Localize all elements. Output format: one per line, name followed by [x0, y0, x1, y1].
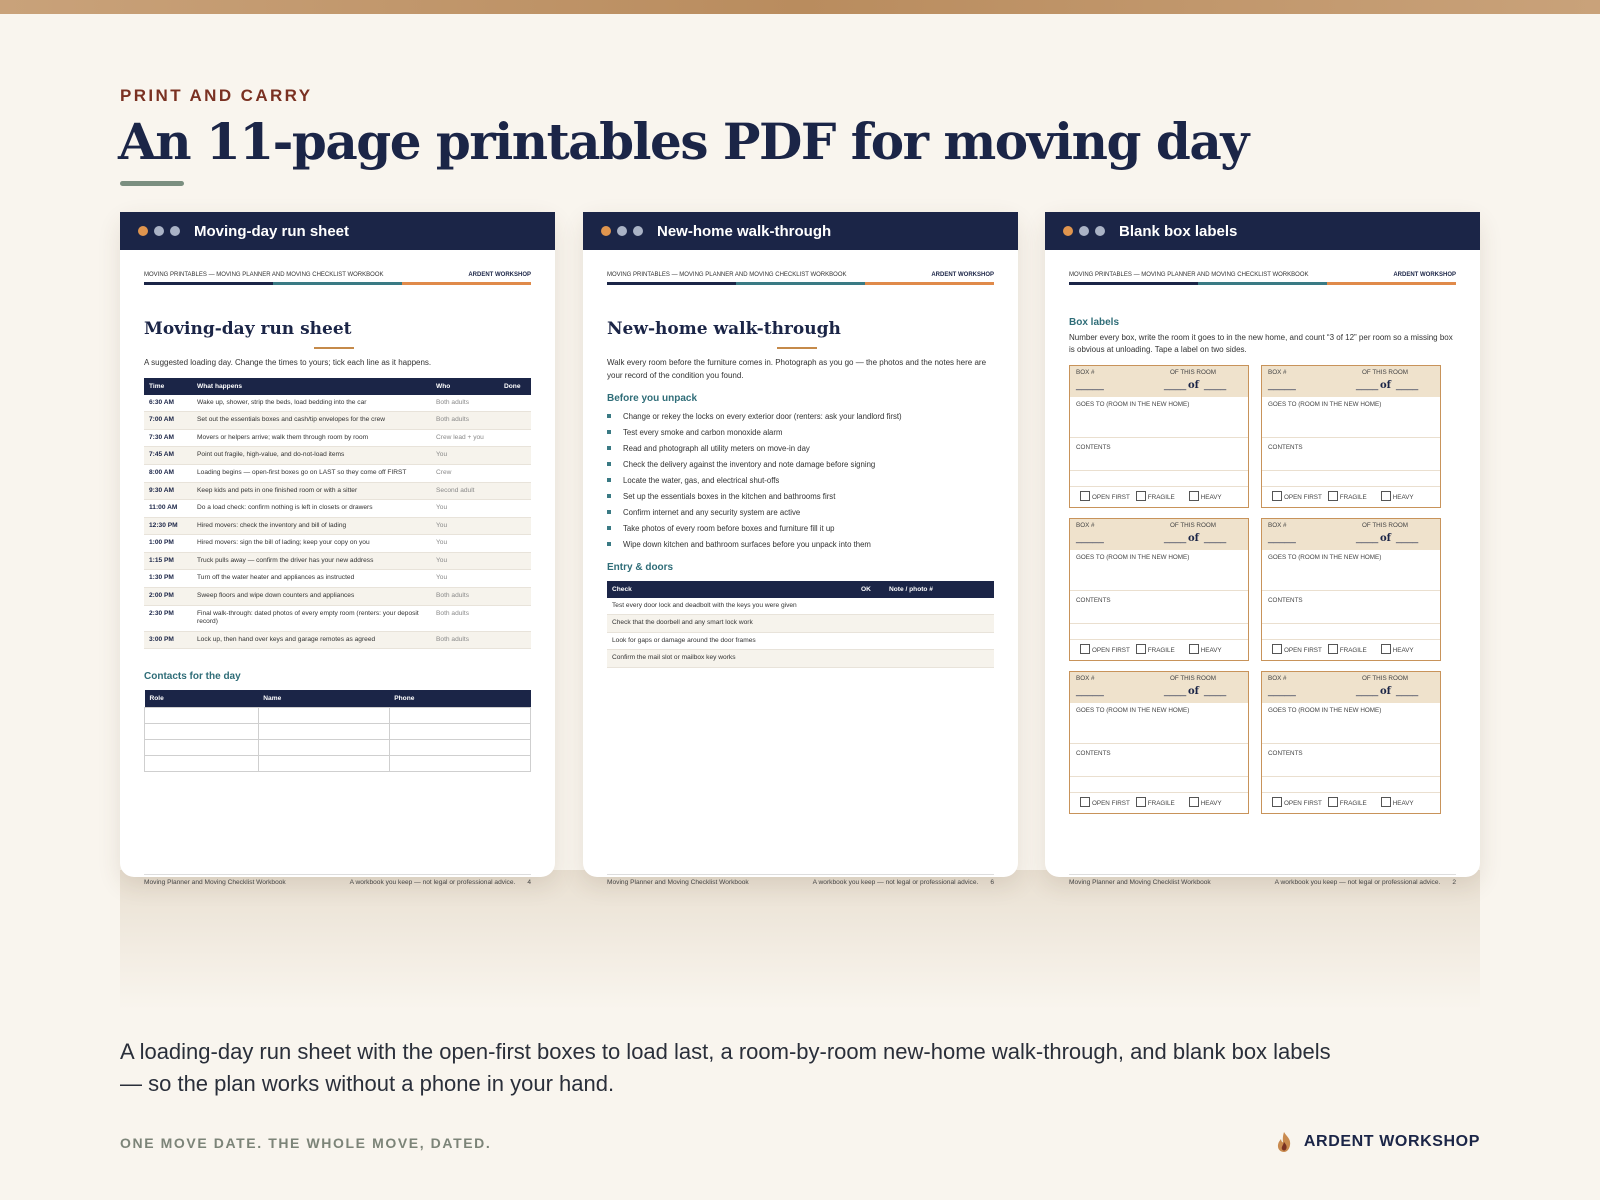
blank: _____ — [1076, 379, 1104, 391]
doc-title-underline — [777, 347, 817, 349]
task-cell: Final walk-through: dated photos of every empty room (renters: your deposit record) — [192, 605, 431, 631]
label-checkboxes — [1272, 491, 1414, 501]
doc-intro: A suggested loading day. Change the times to yours; tick each line as it happens. — [144, 358, 432, 367]
blank: ____ — [1396, 685, 1419, 697]
list-item: Locate the water, gas, and electrical shut-offs — [607, 472, 994, 488]
column-header: Done — [499, 378, 531, 395]
table-row — [144, 535, 531, 553]
caption: A loading-day run sheet with the open-first boxes to load last, a room-by-room new-home walk-through, and blank box labels — so the plan works without a phone in your hand. — [120, 1039, 1331, 1096]
box-count-blanks — [1268, 379, 1419, 391]
table-row — [145, 724, 531, 740]
done-cell[interactable] — [499, 447, 531, 465]
flame-icon — [1274, 1131, 1294, 1153]
section-heading-before-unpack: Before you unpack — [607, 392, 698, 404]
open-first-checkbox[interactable]: OPEN FIRST — [1272, 797, 1322, 807]
blank: _____ — [1076, 685, 1104, 697]
footer-left: Moving Planner and Moving Checklist Workbook — [1069, 879, 1211, 886]
running-head-brand: ARDENT WORKSHOP — [468, 272, 531, 278]
doc-title: New-home walk-through — [607, 319, 841, 339]
writing-line — [1070, 486, 1248, 487]
window-titlebar — [1045, 212, 1480, 250]
contents-label: CONTENTS — [1076, 596, 1111, 604]
box-number-label: BOX # — [1268, 368, 1287, 376]
running-head — [1069, 250, 1456, 278]
box-label-header — [1070, 366, 1248, 397]
check-cell: Look for gaps or damage around the door frames — [607, 632, 856, 650]
contents-label: CONTENTS — [1076, 749, 1111, 757]
walk-through-window[interactable] — [583, 212, 1018, 886]
done-cell[interactable] — [499, 631, 531, 649]
box-count-blanks — [1076, 532, 1227, 544]
box-number-label: BOX # — [1076, 368, 1095, 376]
note-cell[interactable] — [884, 598, 994, 615]
task-cell: Keep kids and pets in one finished room or with a sitter — [192, 482, 431, 500]
running-head-text: MOVING PRINTABLES — MOVING PLANNER AND MOVING CHECKLIST WORKBOOK — [1069, 272, 1309, 278]
of-room-label: OF THIS ROOM — [1361, 368, 1408, 376]
task-cell: Wake up, shower, strip the beds, load bedding into the car — [192, 395, 431, 412]
of-word: of — [1188, 532, 1199, 544]
writing-line — [1070, 792, 1248, 793]
who-cell: You — [431, 517, 499, 535]
footer-left: Moving Planner and Moving Checklist Workbook — [607, 879, 749, 886]
running-head — [144, 250, 531, 278]
preview-shadow — [120, 870, 1480, 1010]
tagline: ONE MOVE DATE. THE WHOLE MOVE, DATED. — [120, 1135, 492, 1151]
label-checkboxes — [1080, 491, 1222, 501]
running-head-colorbar — [1069, 282, 1456, 285]
running-head — [607, 250, 994, 278]
column-header: What happens — [192, 378, 431, 395]
table-row — [144, 482, 531, 500]
check-cell: Test every door lock and deadbolt with the keys you were given — [607, 598, 856, 615]
task-cell: Point out fragile, high-value, and do-not-load items — [192, 447, 431, 465]
who-cell: You — [431, 552, 499, 570]
of-word: of — [1380, 379, 1391, 391]
goes-to-label: GOES TO (ROOM IN THE NEW HOME) — [1268, 553, 1382, 561]
box-label — [1261, 518, 1441, 661]
task-cell: Truck pulls away — confirm the driver has your new address — [192, 552, 431, 570]
box-number-label: BOX # — [1076, 521, 1095, 529]
box-label — [1069, 365, 1249, 508]
brand — [1274, 1131, 1480, 1153]
blank: ____ — [1164, 532, 1187, 544]
column-header: Who — [431, 378, 499, 395]
column-header: OK — [856, 581, 884, 598]
column-header: Check — [607, 581, 856, 598]
top-accent-bar — [0, 0, 1600, 14]
table-row — [607, 632, 994, 650]
table-row — [144, 587, 531, 605]
window-dot-grey — [154, 226, 164, 236]
box-number-label: BOX # — [1268, 674, 1287, 682]
doc-intro: Walk every room before the furniture comes in. Photograph as you go — the photos and the notes here are your record of the condition you found. — [607, 358, 987, 380]
fragile-checkbox[interactable]: FRAGILE — [1328, 491, 1367, 501]
box-label — [1261, 365, 1441, 508]
table-row — [607, 615, 994, 633]
blank: ____ — [1204, 379, 1227, 391]
task-cell: Loading begins — open-first boxes go on LAST so they come off FIRST — [192, 465, 431, 483]
table-row — [144, 605, 531, 631]
window-dot-grey — [1079, 226, 1089, 236]
column-header: Role — [145, 690, 259, 708]
window-dot-orange — [601, 226, 611, 236]
blank: ____ — [1356, 532, 1379, 544]
note-cell[interactable] — [884, 632, 994, 650]
column-header: Note / photo # — [884, 581, 994, 598]
table-row — [607, 598, 994, 615]
writing-line — [1262, 792, 1440, 793]
window-title: Moving-day run sheet — [194, 222, 350, 240]
time-cell: 1:15 PM — [144, 552, 192, 570]
label-checkboxes — [1272, 644, 1414, 654]
time-cell: 7:30 AM — [144, 429, 192, 447]
contacts-table — [144, 690, 531, 772]
table-row — [144, 429, 531, 447]
of-word: of — [1188, 685, 1199, 697]
heavy-checkbox[interactable]: HEAVY — [1189, 491, 1222, 501]
who-cell: Both adults — [431, 587, 499, 605]
column-header: Time — [144, 378, 192, 395]
window-title: Blank box labels — [1119, 222, 1238, 240]
blank: _____ — [1268, 685, 1296, 697]
blank: ____ — [1204, 685, 1227, 697]
box-count-blanks — [1268, 685, 1419, 697]
task-cell: Movers or helpers arrive; walk them through room by room — [192, 429, 431, 447]
goes-to-label: GOES TO (ROOM IN THE NEW HOME) — [1268, 400, 1382, 408]
page-footer — [144, 874, 531, 886]
writing-line — [1070, 776, 1248, 777]
writing-line — [1070, 437, 1248, 438]
time-cell: 1:30 PM — [144, 570, 192, 588]
table-row — [144, 517, 531, 535]
writing-line — [1262, 486, 1440, 487]
box-label — [1069, 518, 1249, 661]
who-cell: You — [431, 447, 499, 465]
box-label-header — [1262, 366, 1440, 397]
list-item: Test every smoke and carbon monoxide alarm — [607, 424, 994, 440]
check-cell: Confirm the mail slot or mailbox key works — [607, 650, 856, 668]
writing-line — [1262, 470, 1440, 471]
contents-label: CONTENTS — [1076, 443, 1111, 451]
of-room-label: OF THIS ROOM — [1361, 674, 1408, 682]
list-item: Check the delivery against the inventory and note damage before signing — [607, 456, 994, 472]
task-cell: Hired movers: sign the bill of lading; keep your copy on you — [192, 535, 431, 553]
label-checkboxes — [1272, 797, 1414, 807]
footer-left: Moving Planner and Moving Checklist Workbook — [144, 879, 286, 886]
blank: ____ — [1396, 379, 1419, 391]
fragile-checkbox[interactable]: FRAGILE — [1328, 797, 1367, 807]
who-cell: Both adults — [431, 395, 499, 412]
page-footer — [607, 874, 994, 886]
blank: ____ — [1396, 532, 1419, 544]
who-cell: Crew lead + you — [431, 429, 499, 447]
list-item: Wipe down kitchen and bathroom surfaces before you unpack into them — [607, 536, 994, 552]
of-word: of — [1188, 379, 1199, 391]
writing-line — [1262, 623, 1440, 624]
open-first-checkbox[interactable]: OPEN FIRST — [1080, 644, 1130, 654]
box-label-header — [1262, 519, 1440, 550]
of-room-label: OF THIS ROOM — [1361, 521, 1408, 529]
time-cell: 12:30 PM — [144, 517, 192, 535]
table-row — [144, 447, 531, 465]
note-cell[interactable] — [884, 650, 994, 668]
page-footer — [1069, 874, 1456, 886]
table-row — [144, 631, 531, 649]
brand-name: ARDENT WORKSHOP — [1303, 1133, 1480, 1150]
heavy-checkbox[interactable]: HEAVY — [1189, 644, 1222, 654]
window-title: New-home walk-through — [657, 222, 832, 240]
entry-doors-table — [607, 581, 994, 668]
list-item: Confirm internet and any security system are active — [607, 504, 994, 520]
blank: _____ — [1268, 532, 1296, 544]
done-cell[interactable] — [499, 605, 531, 631]
window-titlebar — [120, 212, 555, 250]
who-cell: Both adults — [431, 605, 499, 631]
box-labels-heading: Box labels — [1069, 317, 1120, 328]
done-cell[interactable] — [499, 482, 531, 500]
running-head-brand: ARDENT WORKSHOP — [931, 272, 994, 278]
running-head-colorbar — [607, 282, 994, 285]
run-sheet-table — [144, 378, 531, 649]
footer-note: A workbook you keep — not legal or professional advice. — [812, 879, 979, 886]
heavy-checkbox[interactable]: HEAVY — [1189, 797, 1222, 807]
window-dot-grey — [170, 226, 180, 236]
task-cell: Hired movers: check the inventory and bill of lading — [192, 517, 431, 535]
running-head-colorbar — [144, 282, 531, 285]
time-cell: 7:45 AM — [144, 447, 192, 465]
list-item: Read and photograph all utility meters on move-in day — [607, 440, 994, 456]
blank: _____ — [1076, 532, 1104, 544]
goes-to-label: GOES TO (ROOM IN THE NEW HOME) — [1076, 706, 1190, 714]
ok-cell[interactable] — [856, 650, 884, 668]
time-cell: 8:00 AM — [144, 465, 192, 483]
eyebrow-label: PRINT AND CARRY — [120, 86, 313, 105]
done-cell[interactable] — [499, 500, 531, 518]
done-cell[interactable] — [499, 465, 531, 483]
box-number-label: BOX # — [1268, 521, 1287, 529]
done-cell[interactable] — [499, 552, 531, 570]
box-labels-window[interactable] — [1045, 212, 1480, 886]
box-label-header — [1262, 672, 1440, 703]
of-room-label: OF THIS ROOM — [1169, 674, 1216, 682]
running-head-brand: ARDENT WORKSHOP — [1393, 272, 1456, 278]
box-count-blanks — [1076, 685, 1227, 697]
footer-note: A workbook you keep — not legal or professional advice. — [1274, 879, 1441, 886]
task-cell: Turn off the water heater and appliances as instructed — [192, 570, 431, 588]
open-first-checkbox[interactable]: OPEN FIRST — [1272, 491, 1322, 501]
label-checkboxes — [1080, 797, 1222, 807]
fragile-checkbox[interactable]: FRAGILE — [1136, 491, 1175, 501]
time-cell: 6:30 AM — [144, 395, 192, 412]
goes-to-label: GOES TO (ROOM IN THE NEW HOME) — [1076, 400, 1190, 408]
table-row — [144, 412, 531, 430]
of-word: of — [1380, 532, 1391, 544]
time-cell: 2:30 PM — [144, 605, 192, 631]
done-cell[interactable] — [499, 429, 531, 447]
window-dot-orange — [1063, 226, 1073, 236]
ok-cell[interactable] — [856, 615, 884, 633]
ok-cell[interactable] — [856, 632, 884, 650]
page-number: 4 — [527, 879, 531, 886]
blank: _____ — [1268, 379, 1296, 391]
heavy-checkbox[interactable]: HEAVY — [1381, 644, 1414, 654]
writing-line — [1262, 590, 1440, 591]
time-cell: 2:00 PM — [144, 587, 192, 605]
open-first-checkbox[interactable]: OPEN FIRST — [1272, 644, 1322, 654]
task-cell: Set out the essentials boxes and cash/tip envelopes for the crew — [192, 412, 431, 430]
fragile-checkbox[interactable]: FRAGILE — [1136, 644, 1175, 654]
task-cell: Lock up, then hand over keys and garage remotes as agreed — [192, 631, 431, 649]
box-count-blanks — [1076, 379, 1227, 391]
done-cell[interactable] — [499, 412, 531, 430]
writing-line — [1070, 623, 1248, 624]
box-label-header — [1070, 519, 1248, 550]
goes-to-label: GOES TO (ROOM IN THE NEW HOME) — [1076, 553, 1190, 561]
window-dot-grey — [633, 226, 643, 236]
open-first-checkbox[interactable]: OPEN FIRST — [1080, 491, 1130, 501]
time-cell: 11:00 AM — [144, 500, 192, 518]
who-cell: Second adult — [431, 482, 499, 500]
page-number: 2 — [1452, 879, 1456, 886]
writing-line — [1070, 470, 1248, 471]
of-room-label: OF THIS ROOM — [1169, 521, 1216, 529]
blank: ____ — [1204, 532, 1227, 544]
heavy-checkbox[interactable]: HEAVY — [1381, 797, 1414, 807]
open-first-checkbox[interactable]: OPEN FIRST — [1080, 797, 1130, 807]
box-label — [1261, 671, 1441, 814]
writing-line — [1262, 437, 1440, 438]
window-titlebar — [583, 212, 1018, 250]
done-cell[interactable] — [499, 587, 531, 605]
contents-label: CONTENTS — [1268, 596, 1303, 604]
window-dot-orange — [138, 226, 148, 236]
blank: ____ — [1164, 379, 1187, 391]
writing-line — [1262, 639, 1440, 640]
running-head-text: MOVING PRINTABLES — MOVING PLANNER AND MOVING CHECKLIST WORKBOOK — [144, 272, 384, 278]
window-dot-grey — [617, 226, 627, 236]
doc-title: Moving-day run sheet — [144, 319, 352, 339]
contents-label: CONTENTS — [1268, 749, 1303, 757]
column-header: Phone — [389, 690, 530, 708]
writing-line — [1070, 639, 1248, 640]
of-room-label: OF THIS ROOM — [1169, 368, 1216, 376]
who-cell: Both adults — [431, 412, 499, 430]
writing-line — [1262, 776, 1440, 777]
time-cell: 9:30 AM — [144, 482, 192, 500]
done-cell[interactable] — [499, 517, 531, 535]
blank: ____ — [1356, 379, 1379, 391]
task-cell: Sweep floors and wipe down counters and appliances — [192, 587, 431, 605]
writing-line — [1262, 743, 1440, 744]
list-item: Take photos of every room before boxes and furniture fill it up — [607, 520, 994, 536]
run-sheet-window[interactable] — [120, 212, 555, 886]
goes-to-label: GOES TO (ROOM IN THE NEW HOME) — [1268, 706, 1382, 714]
time-cell: 1:00 PM — [144, 535, 192, 553]
writing-line — [1070, 590, 1248, 591]
note-cell[interactable] — [884, 615, 994, 633]
task-cell: Do a load check: confirm nothing is left in closets or drawers — [192, 500, 431, 518]
of-word: of — [1380, 685, 1391, 697]
done-cell[interactable] — [499, 535, 531, 553]
section-heading-entry-doors: Entry & doors — [607, 561, 674, 573]
who-cell: Crew — [431, 465, 499, 483]
who-cell: You — [431, 570, 499, 588]
pdf-page — [120, 250, 555, 886]
box-number-label: BOX # — [1076, 674, 1095, 682]
blank: ____ — [1164, 685, 1187, 697]
pdf-page — [1045, 250, 1480, 886]
writing-line — [1070, 743, 1248, 744]
who-cell: You — [431, 535, 499, 553]
box-label — [1069, 671, 1249, 814]
contents-label: CONTENTS — [1268, 443, 1303, 451]
pdf-page — [583, 250, 1018, 886]
window-dot-grey — [1095, 226, 1105, 236]
label-checkboxes — [1080, 644, 1222, 654]
table-row — [607, 650, 994, 668]
table-row — [144, 500, 531, 518]
done-cell[interactable] — [499, 570, 531, 588]
check-cell: Check that the doorbell and any smart lock work — [607, 615, 856, 633]
ok-cell[interactable] — [856, 598, 884, 615]
box-label-header — [1070, 672, 1248, 703]
who-cell: You — [431, 500, 499, 518]
page-title: An 11-page printables PDF for moving day — [118, 112, 1248, 171]
doc-title-underline — [314, 347, 354, 349]
box-label-grid — [1069, 365, 1456, 814]
who-cell: Both adults — [431, 631, 499, 649]
column-header: Name — [258, 690, 389, 708]
list-item: Change or rekey the locks on every exterior door (renters: ask your landlord first) — [607, 408, 994, 424]
list-item: Set up the essentials boxes in the kitchen and bathrooms first — [607, 488, 994, 504]
table-row — [144, 552, 531, 570]
table-row — [145, 756, 531, 772]
box-count-blanks — [1268, 532, 1419, 544]
heavy-checkbox[interactable]: HEAVY — [1381, 491, 1414, 501]
table-row — [144, 395, 531, 412]
running-head-text: MOVING PRINTABLES — MOVING PLANNER AND MOVING CHECKLIST WORKBOOK — [607, 272, 847, 278]
time-cell: 3:00 PM — [144, 631, 192, 649]
done-cell[interactable] — [499, 395, 531, 412]
table-row — [144, 465, 531, 483]
table-row — [145, 740, 531, 756]
footer-note: A workbook you keep — not legal or professional advice. — [349, 879, 516, 886]
table-row — [145, 708, 531, 724]
checklist — [607, 408, 994, 552]
contacts-heading: Contacts for the day — [144, 671, 241, 683]
doc-intro: Number every box, write the room it goes to in the new home, and count “3 of 12” per room so a missing box is obvious at unloading. Tape a label on two sides. — [1069, 333, 1453, 355]
time-cell: 7:00 AM — [144, 412, 192, 430]
page-number: 6 — [990, 879, 994, 886]
table-row — [144, 570, 531, 588]
fragile-checkbox[interactable]: FRAGILE — [1136, 797, 1175, 807]
blank: ____ — [1356, 685, 1379, 697]
title-rule — [120, 181, 184, 186]
fragile-checkbox[interactable]: FRAGILE — [1328, 644, 1367, 654]
